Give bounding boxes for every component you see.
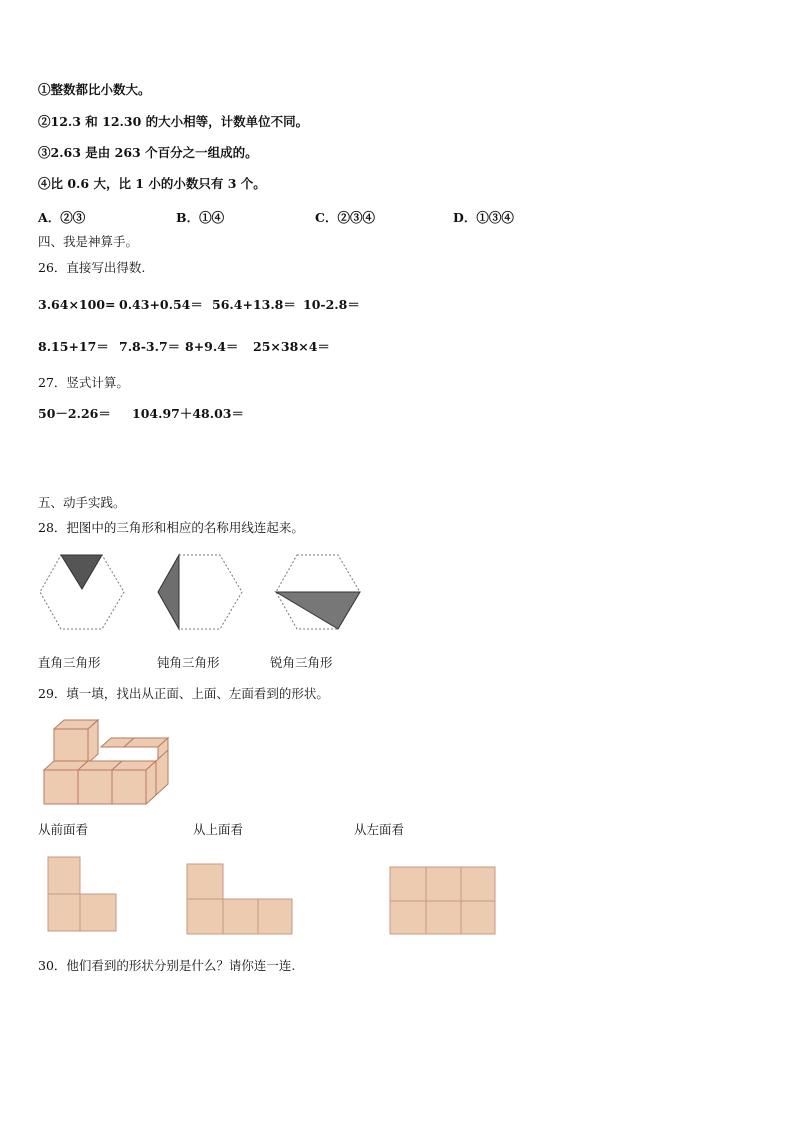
q26-calc-8: 25×38×4＝ [253,339,330,354]
q26-calc-7: 8+9.4＝ [185,339,239,354]
choice-c: C．②③④ [315,210,375,225]
label-top-view: 从上面看 [193,822,244,837]
q26-calc-2: 0.43+0.54＝ [119,297,203,312]
statement-3: ③2.63 是由 263 个百分之一组成的。 [38,145,258,160]
q26-calc-5: 8.15+17＝ [38,339,109,354]
label-front-view: 从前面看 [38,822,89,837]
q26-prompt: 26．直接写出得数. [38,260,146,275]
shape-option-2[interactable] [187,864,292,934]
shape-option-1[interactable] [48,857,116,931]
label-obtuse-triangle[interactable]: 钝角三角形 [157,655,220,670]
statement-2: ②12.3 和 12.30 的大小相等，计数单位不同。 [38,114,309,129]
q27-prompt: 27．竖式计算。 [38,375,129,390]
label-right-triangle[interactable]: 直角三角形 [38,655,101,670]
q26-calc-3: 56.4+13.8＝ [212,297,296,312]
q26-calc-1: 3.64×100= [38,297,116,312]
statement-4: ④比 0.6 大，比 1 小的小数只有 3 个。 [38,176,266,191]
section-4-heading: 四、我是神算手。 [38,234,139,249]
q30-prompt: 30．他们看到的形状分别是什么？请你连一连. [38,958,296,973]
q26-calc-6: 7.8-3.7＝ [119,339,181,354]
label-acute-triangle[interactable]: 锐角三角形 [270,655,333,670]
q28-prompt: 28．把图中的三角形和相应的名称用线连起来。 [38,520,304,535]
choice-d: D．①③④ [453,210,514,225]
section-5-heading: 五、动手实践。 [38,495,126,510]
label-left-view: 从左面看 [354,822,405,837]
q26-calc-4: 10-2.8＝ [303,297,360,312]
q27-calc-2: 104.97＋48.03＝ [132,406,244,421]
choice-b: B．①④ [176,210,225,225]
shape-option-3[interactable] [390,867,495,934]
q29-prompt: 29．填一填，找出从正面、上面、左面看到的形状。 [38,686,329,701]
q27-calc-1: 50－2.26＝ [38,406,111,421]
statement-1: ①整数都比小数大。 [38,82,151,97]
choice-a: A．②③ [38,210,86,225]
